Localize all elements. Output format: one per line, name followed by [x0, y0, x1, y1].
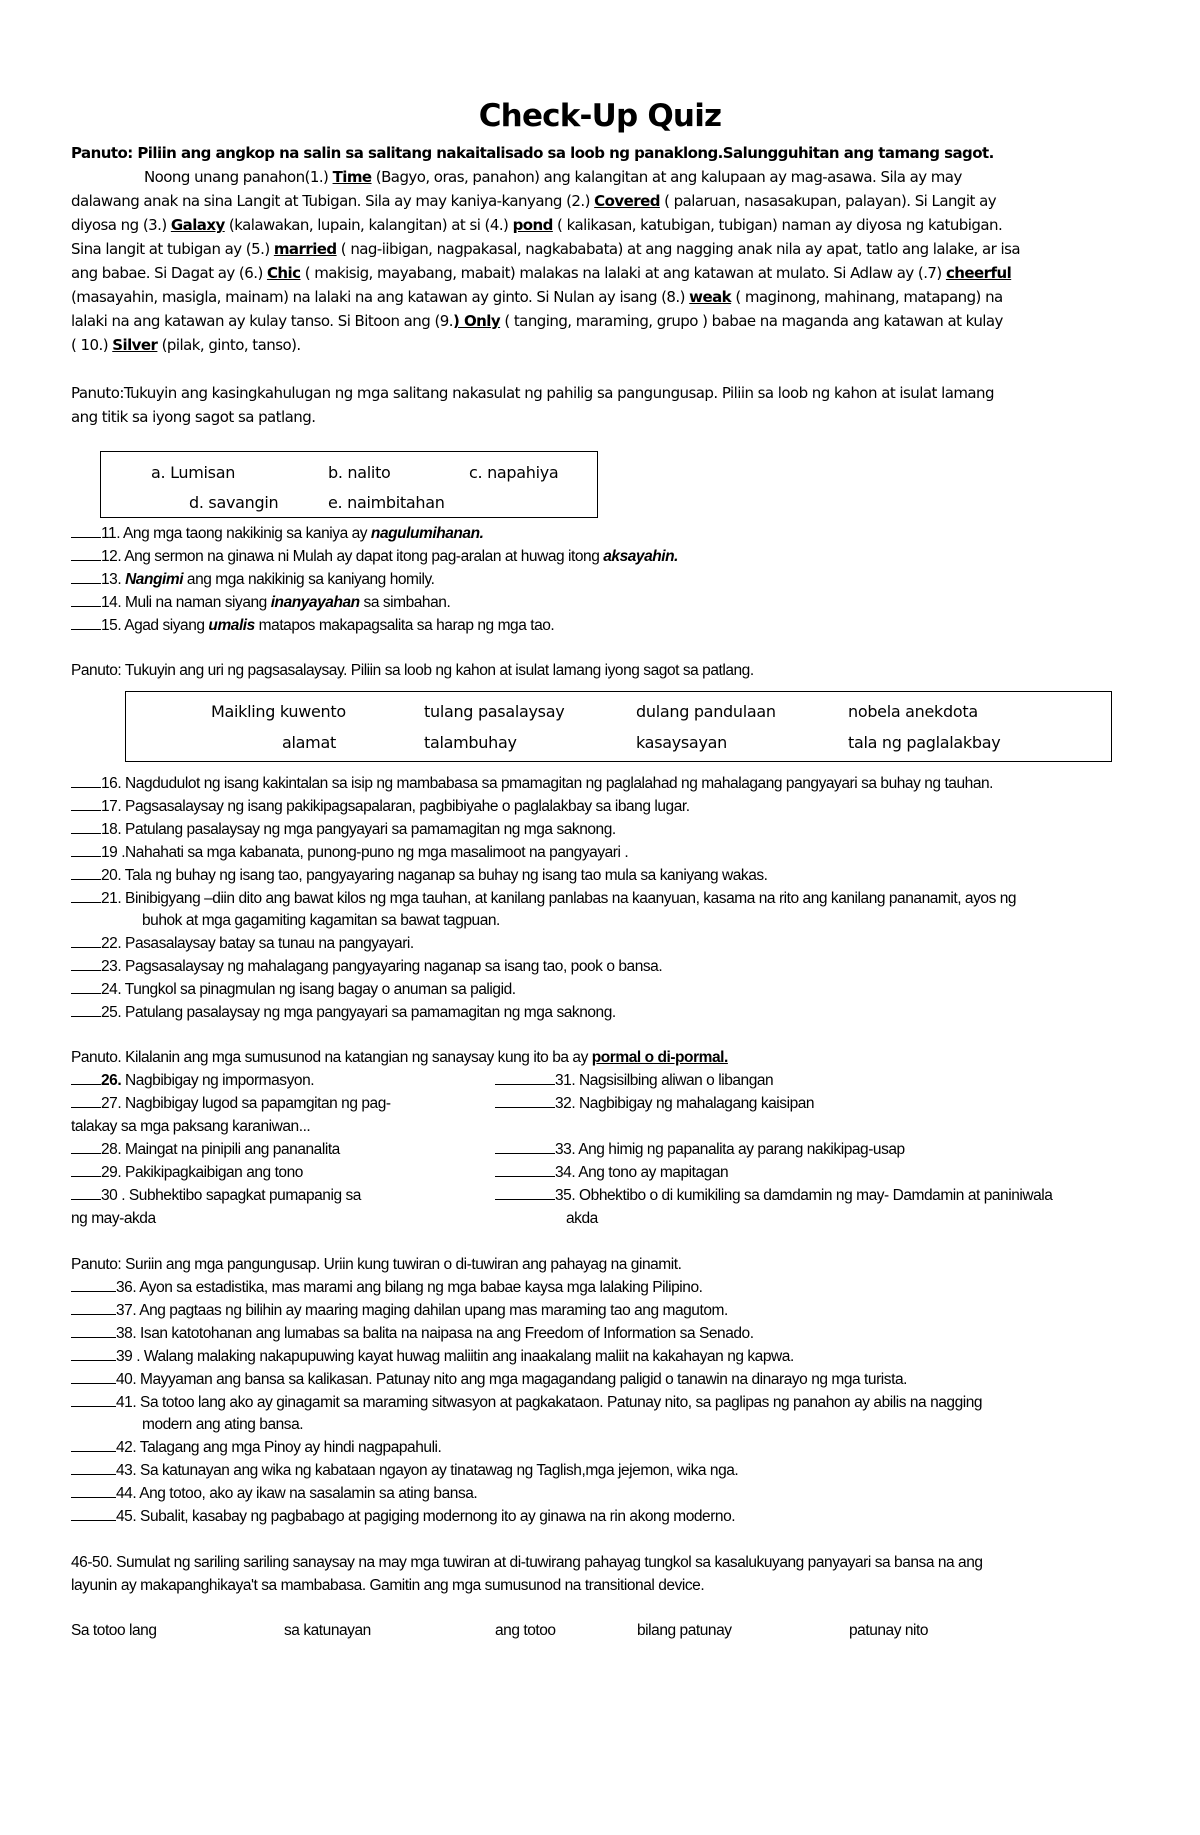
answer-blank[interactable]: [495, 1072, 555, 1085]
item-40: 40. Mayyaman ang bansa sa kalikasan. Patunay nito ang mga magagandang paligid o tanawin na dinarayo ng mga turista.: [71, 1371, 907, 1389]
part1-line-5: ang babae. Si Dagat ay (6.) Chic ( makisig, mayabang, mabait) malakas na lalaki at ang katawan at mulato. Si Adlaw ay (.7) cheerful: [71, 264, 1012, 282]
answer-blank[interactable]: [71, 1325, 116, 1338]
item-41: 41. Sa totoo lang ako ay ginagamit sa maraming sitwasyon at pagkakataon. Patunay nito, sa paglipas ng panahon ay abilis na nagging: [71, 1394, 982, 1412]
item-23: 23. Pagsasalaysay ng mahalagang pangyayaring naganap sa isang tao, pook o bansa.: [71, 958, 662, 976]
item-34: 34. Ang tono ay mapitagan: [495, 1164, 728, 1182]
part1-instruction: Panuto: Piliin ang angkop na salin sa salitang nakaitalisado sa loob ng panaklong.Salungguhitan ang tamang sagot.: [71, 144, 994, 162]
device-sa-totoo-lang: Sa totoo lang: [71, 1622, 157, 1639]
item-17: 17. Pagsasalaysay ng isang pakikipagsapalaran, pagbibiyahe o paglalakbay sa ibang lugar.: [71, 798, 690, 816]
item-29: 29. Pakikipagkaibigan ang tono: [71, 1164, 303, 1182]
item-30: 30 . Subhektibo sapagkat pumapanig sa: [71, 1187, 361, 1205]
answer-3: Galaxy: [170, 216, 225, 234]
type-kasaysayan: kasaysayan: [636, 733, 727, 752]
answer-blank[interactable]: [71, 935, 101, 948]
answer-blank[interactable]: [71, 1141, 101, 1154]
answer-blank[interactable]: [71, 617, 101, 630]
answer-blank[interactable]: [71, 1371, 116, 1384]
answer-8: weak: [689, 288, 732, 306]
answer-blank[interactable]: [71, 867, 101, 880]
item-21-continued: buhok at mga gagamiting kagamitan sa bawat tagpuan.: [142, 912, 500, 929]
answer-blank[interactable]: [71, 1348, 116, 1361]
item-44: 44. Ang totoo, ako ay ikaw na sasalamin sa ating bansa.: [71, 1485, 477, 1503]
type-nobela-anekdota: nobela anekdota: [848, 702, 978, 721]
choices-box-1: [100, 451, 598, 518]
answer-blank[interactable]: [71, 1485, 116, 1498]
device-sa-katunayan: sa katunayan: [284, 1622, 371, 1639]
item-39: 39 . Walang malaking nakapupuwing kayat huwag maliitin ang inaakalang maliit na kakahayan ng kapwa.: [71, 1348, 794, 1366]
part1-line-2: dalawang anak na sina Langit at Tubigan. Sila ay may kaniya-kanyang (2.) Covered ( palaruan, nasasakupan, palayan). Si Langit ay: [71, 192, 997, 210]
answer-6: Chic: [266, 264, 301, 282]
type-dulang-pandulaan: dulang pandulaan: [636, 702, 776, 721]
answer-blank[interactable]: [71, 981, 101, 994]
answer-blank[interactable]: [71, 1462, 116, 1475]
part1-line-3: diyosa ng (3.) Galaxy (kalawakan, lupain, kalangitan) at si (4.) pond ( kalikasan, katubigan, tubigan) naman ay diyosa ng katubigan.: [71, 216, 1003, 234]
item-13: 13. Nangimi ang mga nakikinig sa kaniyang homily.: [71, 571, 435, 589]
type-tulang-pasalaysay: tulang pasalaysay: [424, 702, 565, 721]
answer-blank[interactable]: [71, 1164, 101, 1177]
answer-7: cheerful: [945, 264, 1012, 282]
item-20: 20. Tala ng buhay ng isang tao, pangyayaring naganap sa buhay ng isang tao mula sa kaniyang wakas.: [71, 867, 768, 885]
part1-line-4: Sina langit at tubigan ay (5.) married ( nag-iibigan, nagpakasal, nagkababata) at ang nagging anak nila ay apat, tatlo ang lalake, ar isa: [71, 240, 1020, 258]
answer-blank[interactable]: [495, 1187, 555, 1200]
page-title: Check-Up Quiz: [478, 98, 722, 134]
answer-blank[interactable]: [495, 1164, 555, 1177]
answer-blank[interactable]: [495, 1095, 555, 1108]
item-24: 24. Tungkol sa pinagmulan ng isang bagay o anuman sa paligid.: [71, 981, 516, 999]
item-21: 21. Binibigyang –diin dito ang bawat kilos ng mga tauhan, at kanilang panlabas na kaanyuan, kasama na rito ang kanilang pananamit, ayos ng: [71, 890, 1016, 908]
answer-blank[interactable]: [71, 525, 101, 538]
item-38: 38. Isan katotohanan ang lumabas sa balita na naipasa na ang Freedom of Information sa Senado.: [71, 1325, 754, 1343]
type-tala-ng-paglalakbay: tala ng paglalakbay: [848, 733, 1001, 752]
part2-instruction-2: ang titik sa iyong sagot sa patlang.: [71, 408, 316, 426]
item-19: 19 .Nahahati sa mga kabanata, punong-puno ng mga masalimoot na pangyayari .: [71, 844, 628, 862]
part1-line-8: ( 10.) Silver (pilak, ginto, tanso).: [71, 336, 301, 354]
item-11: 11. Ang mga taong nakikinig sa kaniya ay nagulumihanan.: [71, 525, 483, 543]
answer-blank[interactable]: [71, 1072, 101, 1085]
item-42: 42. Talagang ang mga Pinoy ay hindi nagpapahuli.: [71, 1439, 441, 1457]
part3-instruction: Panuto: Tukuyin ang uri ng pagsasalaysay. Piliin sa loob ng kahon at isulat lamang iyong sagot sa patlang.: [71, 662, 754, 679]
answer-blank[interactable]: [71, 958, 101, 971]
item-35: 35. Obhektibo o di kumikiling sa damdamin ng may- Damdamin at paniniwala: [495, 1187, 1052, 1205]
part4-instruction: Panuto. Kilalanin ang mga sumusunod na katangian ng sanaysay kung ito ba ay pormal o di-pormal.: [71, 1049, 728, 1066]
item-27: 27. Nagbibigay lugod sa papamgitan ng pag-: [71, 1095, 391, 1113]
item-14: 14. Muli na naman siyang inanyayahan sa simbahan.: [71, 594, 450, 612]
answer-blank[interactable]: [71, 890, 101, 903]
answer-2: Covered: [594, 192, 660, 210]
answer-blank[interactable]: [71, 1394, 116, 1407]
part6-text-2: layunin ay makapanghikaya't sa mambabasa. Gamitin ang mga sumusunod na transitional device.: [71, 1577, 705, 1594]
device-ang-totoo: ang totoo: [495, 1622, 556, 1639]
item-36: 36. Ayon sa estadistika, mas marami ang bilang ng mga babae kaysa mga lalaking Pilipino.: [71, 1279, 703, 1297]
choices-box-2: [125, 691, 1112, 762]
answer-5: married: [273, 240, 337, 258]
item-18: 18. Patulang pasalaysay ng mga pangyayari sa pamamagitan ng mga saknong.: [71, 821, 616, 839]
item-16: 16. Nagdudulot ng isang kakintalan sa isip ng mambabasa sa pmamagitan ng paglalahad ng mahalagang pangyayari sa buhay ng tauhan.: [71, 775, 993, 793]
choice-b: b. nalito: [328, 463, 391, 482]
choice-c: c. napahiya: [469, 463, 559, 482]
answer-blank[interactable]: [71, 798, 101, 811]
answer-blank[interactable]: [495, 1141, 555, 1154]
answer-1: Time: [332, 168, 372, 186]
answer-blank[interactable]: [71, 1004, 101, 1017]
device-patunay-nito: patunay nito: [849, 1622, 929, 1639]
item-28: 28. Maingat na pinipili ang pananalita: [71, 1141, 340, 1159]
answer-blank[interactable]: [71, 571, 101, 584]
answer-blank[interactable]: [71, 1439, 116, 1452]
part1-line-6: (masayahin, masigla, mainam) na lalaki na ang katawan ay ginto. Si Nulan ay isang (8.) weak ( maginong, mahinang, matapang) na: [71, 288, 1003, 306]
item-45: 45. Subalit, kasabay ng pagbabago at pagiging modernong ito ay ginawa na rin akong moderno.: [71, 1508, 735, 1526]
part1-line-7: lalaki na ang katawan ay kulay tanso. Si Bitoon ang (9.) Only ( tanging, maraming, grupo ) babae na maganda ang katawan at kulay: [71, 312, 1003, 330]
choice-d: d. savangin: [189, 493, 279, 512]
choice-a: a. Lumisan: [151, 463, 236, 482]
answer-blank[interactable]: [71, 1095, 101, 1108]
answer-10: Silver: [112, 336, 158, 354]
answer-9: ) Only: [452, 312, 501, 330]
answer-blank[interactable]: [71, 548, 101, 561]
item-30-continued: ng may-akda: [71, 1210, 156, 1227]
item-26: 26. Nagbibigay ng impormasyon.: [71, 1072, 314, 1090]
item-35-continued: akda: [566, 1210, 598, 1227]
answer-blank[interactable]: [71, 844, 101, 857]
item-37: 37. Ang pagtaas ng bilihin ay maaring maging dahilan upang mas maraming tao ang magutom.: [71, 1302, 728, 1320]
type-maikling-kuwento: Maikling kuwento: [211, 702, 346, 721]
choice-e: e. naimbitahan: [328, 493, 445, 512]
part1-line-1: Noong unang panahon(1.) Time (Bagyo, oras, panahon) ang kalangitan at ang kalupaan ay mag-asawa. Sila ay may: [144, 168, 962, 186]
item-15: 15. Agad siyang umalis matapos makapagsalita sa harap ng mga tao.: [71, 617, 554, 635]
item-43: 43. Sa katunayan ang wika ng kabataan ngayon ay tinatawag ng Taglish,mga jejemon, wika nga.: [71, 1462, 738, 1480]
answer-blank[interactable]: [71, 594, 101, 607]
part6-text-1: 46-50. Sumulat ng sariling sariling sanaysay na may mga tuwiran at di-tuwirang pahayag tungkol sa kasalukuyang panyayari sa bansa na ang: [71, 1554, 983, 1571]
answer-blank[interactable]: [71, 1279, 116, 1292]
answer-blank[interactable]: [71, 1508, 116, 1521]
item-12: 12. Ang sermon na ginawa ni Mulah ay dapat itong pag-aralan at huwag itong aksayahin.: [71, 548, 678, 566]
item-33: 33. Ang himig ng papanalita ay parang nakikipag-usap: [495, 1141, 905, 1159]
part2-instruction-1: Panuto:Tukuyin ang kasingkahulugan ng mga salitang nakasulat ng pahilig sa pangungusap. Piliin sa loob ng kahon at isulat lamang: [71, 384, 994, 402]
item-31: 31. Nagsisilbing aliwan o libangan: [495, 1072, 773, 1090]
answer-blank[interactable]: [71, 775, 101, 788]
answer-blank[interactable]: [71, 1302, 116, 1315]
item-32: 32. Nagbibigay ng mahalagang kaisipan: [495, 1095, 814, 1113]
part5-instruction: Panuto: Suriin ang mga pangungusap. Uriin kung tuwiran o di-tuwiran ang pahayag na ginamit.: [71, 1256, 682, 1273]
device-bilang-patunay: bilang patunay: [637, 1622, 732, 1639]
type-talambuhay: talambuhay: [424, 733, 517, 752]
answer-blank[interactable]: [71, 1187, 101, 1200]
answer-4: pond: [512, 216, 553, 234]
item-41-continued: modern ang ating bansa.: [142, 1416, 304, 1433]
item-25: 25. Patulang pasalaysay ng mga pangyayari sa pamamagitan ng mga saknong.: [71, 1004, 616, 1022]
item-22: 22. Pasasalaysay batay sa tunau na pangyayari.: [71, 935, 414, 953]
type-alamat: alamat: [282, 733, 336, 752]
item-27-continued: talakay sa mga paksang karaniwan...: [71, 1118, 311, 1135]
answer-blank[interactable]: [71, 821, 101, 834]
